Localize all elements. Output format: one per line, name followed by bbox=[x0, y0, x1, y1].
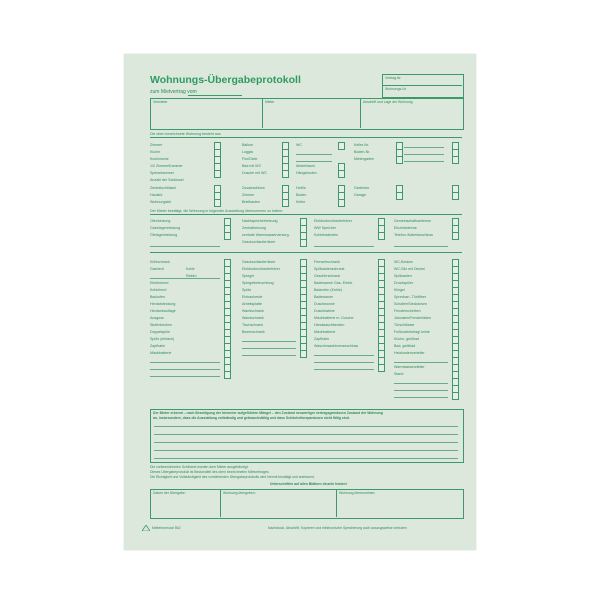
room-label: Bad mit WC bbox=[242, 164, 262, 168]
defect-line[interactable] bbox=[154, 450, 458, 451]
equipment-divider bbox=[150, 214, 462, 215]
inventory-label: Arbeitsplatte bbox=[242, 302, 262, 306]
key-label: Zimmer bbox=[242, 193, 255, 197]
inventory-label: Spüle (einfach) bbox=[150, 337, 175, 341]
inventory-label: Besenschrank bbox=[242, 330, 265, 334]
inventory-checkbox[interactable] bbox=[224, 371, 231, 379]
inventory-checkbox[interactable] bbox=[300, 350, 307, 358]
inventory-checkbox[interactable] bbox=[378, 364, 385, 372]
inventory-blank-line[interactable] bbox=[242, 341, 296, 342]
room-label: Küche bbox=[150, 150, 161, 154]
inventory-label: Warmwasserzähler bbox=[394, 365, 425, 369]
landlord-label: Vermieter bbox=[153, 100, 168, 104]
equipment-label: Nachtspeicherheizung bbox=[242, 219, 278, 223]
inventory-label: Zapfhahn bbox=[150, 344, 166, 348]
inventory-label: Stufenbecken bbox=[150, 323, 172, 327]
room-checkbox[interactable] bbox=[214, 170, 221, 178]
inventory-label: Badewanne bbox=[314, 295, 333, 299]
inventory-blank-line[interactable] bbox=[394, 383, 448, 384]
inventory-label: Spüle bbox=[242, 288, 252, 292]
room-line[interactable] bbox=[296, 154, 332, 155]
equipment-line[interactable] bbox=[150, 246, 220, 247]
equipment-label: Ofenheizung bbox=[150, 219, 171, 223]
parties-divider-2 bbox=[360, 98, 361, 128]
address-label: Anschrift und Lage der Wohnung bbox=[363, 100, 413, 104]
notes-line-3: Die Richtigkeit und Vollständigkeit des vorstehenden Übergabeprotokolls wird hiermit bestätigt und anerkannt. bbox=[150, 475, 315, 479]
rooms-divider bbox=[150, 137, 462, 138]
keys-header: Anzahl der Schlüssel bbox=[150, 178, 184, 182]
room-checkbox[interactable] bbox=[396, 156, 403, 164]
taken-over-label: Wohnung übernommen: bbox=[339, 491, 376, 495]
parties-box bbox=[150, 98, 464, 130]
inventory-blank-line[interactable] bbox=[242, 355, 296, 356]
equipment-label: Telefon-/Kabelanschluss bbox=[394, 233, 433, 237]
equipment-label: Gasetagenheizung bbox=[150, 226, 181, 230]
defect-line[interactable] bbox=[154, 442, 458, 443]
inventory-label: Waschmaschinenanschluss bbox=[314, 344, 359, 348]
room-label: Abstellraum bbox=[296, 164, 315, 168]
defect-line[interactable] bbox=[154, 458, 458, 459]
inventory-blank-line[interactable] bbox=[150, 362, 220, 363]
equipment-line[interactable] bbox=[314, 246, 374, 247]
inventory-label: Kohleherd bbox=[150, 288, 167, 292]
room-label: Zimmer bbox=[150, 143, 163, 147]
form-sheet bbox=[124, 54, 476, 550]
room-checkbox[interactable] bbox=[282, 170, 289, 178]
inventory-label: Zapfhahn bbox=[314, 337, 330, 341]
inventory-label: WC-Sitz mit Deckel bbox=[394, 267, 425, 271]
room-checkbox[interactable] bbox=[452, 156, 459, 164]
inventory-blank-line[interactable] bbox=[314, 355, 374, 356]
inventory-divider bbox=[150, 252, 462, 253]
copyright-notice: Nachdruck, Abschrift, Kopieren und elektronische Speicherung auch auszugsweise verboten bbox=[268, 526, 407, 530]
inventory-blank-line[interactable] bbox=[314, 369, 374, 370]
room-label: Kochnische bbox=[150, 157, 169, 161]
key-label: Zentralschlüssel bbox=[150, 186, 176, 190]
inventory-label: Spülkastenschrank bbox=[314, 267, 345, 271]
room-line[interactable] bbox=[296, 161, 332, 162]
key-checkbox[interactable] bbox=[338, 199, 345, 207]
fuel-type-label: Elektro bbox=[186, 274, 197, 278]
inventory-blank-line[interactable] bbox=[150, 369, 220, 370]
room-label: WC bbox=[296, 143, 302, 147]
key-checkbox[interactable] bbox=[282, 199, 289, 207]
inventory-label: Elektroherd bbox=[150, 281, 169, 285]
inventory-label: Klingel bbox=[394, 288, 405, 292]
inventory-label: Badeofen (Kohle) bbox=[314, 288, 342, 292]
publisher-logo-icon bbox=[142, 525, 150, 531]
inventory-label: Mischbatterie bbox=[314, 330, 336, 334]
equipment-checkbox[interactable] bbox=[300, 239, 307, 247]
room-label: Boden-Nr. bbox=[354, 150, 371, 154]
inventory-label: Fußbodenbelag/-leiste bbox=[394, 330, 430, 334]
equipment-label: WW Speicher bbox=[314, 226, 336, 230]
inventory-label: Gasdurchlauferhitzer bbox=[242, 260, 276, 264]
room-label: 1/2 Zimmer/Kammer bbox=[150, 164, 183, 168]
room-checkbox[interactable] bbox=[338, 170, 345, 178]
signatures-header: Unterschriften auf allen Blättern einzeln leisten! bbox=[270, 482, 347, 486]
acceptance-text-1: Der Mieter erkennt – nach Beseitigung der hiernnter aufgeführten Mängel – den Zustand neuwertiger vertragsgemässen Zustand der Wohnung bbox=[153, 411, 383, 415]
parties-divider-1 bbox=[262, 98, 263, 128]
inventory-blank-line[interactable] bbox=[150, 376, 220, 377]
key-checkbox[interactable] bbox=[396, 192, 403, 200]
form-subtitle: zum Mietvertrag vom bbox=[150, 89, 197, 95]
inventory-label: Fernsehschrank bbox=[314, 260, 340, 264]
equipment-label: Einzelantenne bbox=[394, 226, 417, 230]
key-label: Haustür bbox=[150, 193, 163, 197]
inventory-label: Elektrodurchlauferhitzer bbox=[242, 267, 280, 271]
equipment-label: Kohlebadeofen bbox=[314, 233, 339, 237]
key-label: Boden bbox=[296, 193, 307, 197]
inventory-blank-line[interactable] bbox=[394, 390, 448, 391]
room-label: Loggia bbox=[242, 150, 253, 154]
inventory-label: Duschkabine bbox=[314, 309, 335, 313]
room-line[interactable] bbox=[404, 154, 444, 155]
equipment-label: Elektrodurchlauferhitzer bbox=[314, 219, 352, 223]
inventory-blank-line[interactable] bbox=[314, 362, 374, 363]
equipment-header: Der Mieter bestätigt, die Wohnung in folgender Ausstattung übernommen zu haben: bbox=[150, 209, 283, 213]
inventory-label: Schalter/Steckdosen bbox=[394, 302, 427, 306]
apartment-number-label: Wohnungs-Nr. bbox=[385, 87, 407, 91]
room-label: Speisekammer bbox=[150, 171, 174, 175]
inventory-label: Handwaschbecken bbox=[314, 323, 345, 327]
inventory-label: Druckspüler bbox=[394, 281, 414, 285]
equipment-checkbox[interactable] bbox=[224, 232, 231, 240]
inventory-label: Spülkasten bbox=[394, 274, 412, 278]
box-divider bbox=[382, 85, 462, 86]
inventory-label: Stand bbox=[394, 372, 404, 376]
inventory-label: Wandschrank bbox=[242, 309, 264, 313]
equipment-label: Gemeinschaftsantenne bbox=[394, 219, 431, 223]
equipment-line[interactable] bbox=[394, 246, 448, 247]
inventory-label: WC-Becken bbox=[394, 260, 414, 264]
inventory-label: Duschwanne bbox=[314, 302, 335, 306]
inventory-label: Herdabdeckung bbox=[150, 302, 176, 306]
room-label: Balkon bbox=[242, 143, 253, 147]
key-label: Zusatzschloss bbox=[242, 186, 265, 190]
inventory-label: Tischschrank bbox=[242, 323, 264, 327]
inventory-label: Gasherd bbox=[150, 267, 164, 271]
inventory-blank-line[interactable] bbox=[242, 348, 296, 349]
inventory-label: Spiegelbeleuchtung bbox=[242, 281, 274, 285]
equipment-label: Zentralheizung bbox=[242, 226, 266, 230]
room-label: Mietergarten bbox=[354, 157, 375, 161]
inventory-label: Sprechan.-Türöffner bbox=[394, 295, 427, 299]
room-label: Hängeboden bbox=[296, 171, 317, 175]
room-label: Flur/Diele bbox=[242, 157, 258, 161]
contract-number-label: Vertrag-Nr. bbox=[385, 76, 402, 80]
defect-line[interactable] bbox=[154, 434, 458, 435]
inventory-label: Herdanbauflage bbox=[150, 309, 176, 313]
inventory-label: Ausguss bbox=[150, 316, 164, 320]
handover-date-label: Datum der Übergabe: bbox=[153, 491, 186, 495]
handed-over-label: Wohnung übergeben: bbox=[223, 491, 256, 495]
inventory-label: Küche, geölbad bbox=[394, 337, 419, 341]
contract-date-line[interactable] bbox=[188, 95, 242, 96]
inventory-label: Jalousien/Fensterläden bbox=[394, 316, 432, 320]
key-label: Wohnungstür bbox=[150, 200, 172, 204]
room-label: Dusche mit WC bbox=[242, 171, 267, 175]
signatures-divider-2 bbox=[336, 489, 337, 517]
inventory-label: Geschirrschrank bbox=[314, 274, 341, 278]
key-label: Gartentor bbox=[354, 186, 370, 190]
inventory-label: Einbauherde bbox=[242, 295, 263, 299]
inventory-label: Kühlschrank bbox=[150, 260, 170, 264]
inventory-blank-line[interactable] bbox=[394, 397, 448, 398]
acceptance-text-2: an, insbesondere, dass die Ausstattung vollständig und gebrauchsfähig und dass Schönheitsreparaturen nicht fällig sind. bbox=[153, 416, 350, 420]
inventory-blank-line[interactable] bbox=[394, 362, 448, 363]
inventory-label: Bad, geölbad bbox=[394, 344, 416, 348]
room-line[interactable] bbox=[404, 147, 444, 148]
fuel-type-label: Kohle bbox=[186, 267, 195, 271]
room-line[interactable] bbox=[404, 161, 444, 162]
inventory-label: Wandschrank bbox=[242, 316, 264, 320]
signatures-box bbox=[150, 489, 464, 519]
inventory-label: Backofen bbox=[150, 295, 165, 299]
inventory-label: Fensterscheiben bbox=[394, 309, 421, 313]
inventory-label: Mischbatterie m. Dusche bbox=[314, 316, 354, 320]
key-label: Hoftür bbox=[296, 186, 306, 190]
form-title: Wohnungs-Übergabeprotokoll bbox=[150, 74, 301, 86]
equipment-checkbox[interactable] bbox=[378, 232, 385, 240]
key-label: Keller bbox=[296, 200, 306, 204]
room-label: Keller-Nr. bbox=[354, 143, 369, 147]
notes-line-2: Dieses Übergabeprotokoll ist Bestandteil des oben bezeichneten Mietvertrages. bbox=[150, 470, 270, 474]
key-checkbox[interactable] bbox=[214, 199, 221, 207]
key-label: Garage bbox=[354, 193, 366, 197]
equipment-label: Gasdurchlauferhitzer bbox=[242, 240, 276, 244]
tenant-label: Mieter bbox=[265, 100, 275, 104]
defect-line[interactable] bbox=[154, 426, 458, 427]
signatures-divider-1 bbox=[220, 489, 221, 517]
equipment-label: Öletagenheizung bbox=[150, 233, 178, 237]
inventory-checkbox[interactable] bbox=[452, 392, 459, 400]
notes-line-1: Die vorbezeichneten Schlüssel wurden dem Mieter ausgehändigt. bbox=[150, 465, 249, 469]
room-checkbox[interactable] bbox=[338, 142, 345, 150]
form-number: Mieterformular 562 bbox=[152, 526, 181, 530]
key-checkbox[interactable] bbox=[452, 192, 459, 200]
equipment-checkbox[interactable] bbox=[452, 232, 459, 240]
inventory-blank-line[interactable] bbox=[150, 278, 220, 279]
inventory-label: Spiegel bbox=[242, 274, 254, 278]
inventory-label: Badewanne Gas- Elektr. bbox=[314, 281, 353, 285]
inventory-label: Doppelspüle bbox=[150, 330, 170, 334]
equipment-label: zentrale Warmwasserversorg. bbox=[242, 233, 290, 237]
inventory-label: Heizkostenverteiler bbox=[394, 351, 425, 355]
inventory-label: Mischbatterie bbox=[150, 351, 172, 355]
key-label: Briefkasten bbox=[242, 200, 260, 204]
inventory-label: Türschlösser bbox=[394, 323, 415, 327]
rooms-header: Die oben bezeichnete Wohnung besteht aus bbox=[150, 132, 221, 136]
